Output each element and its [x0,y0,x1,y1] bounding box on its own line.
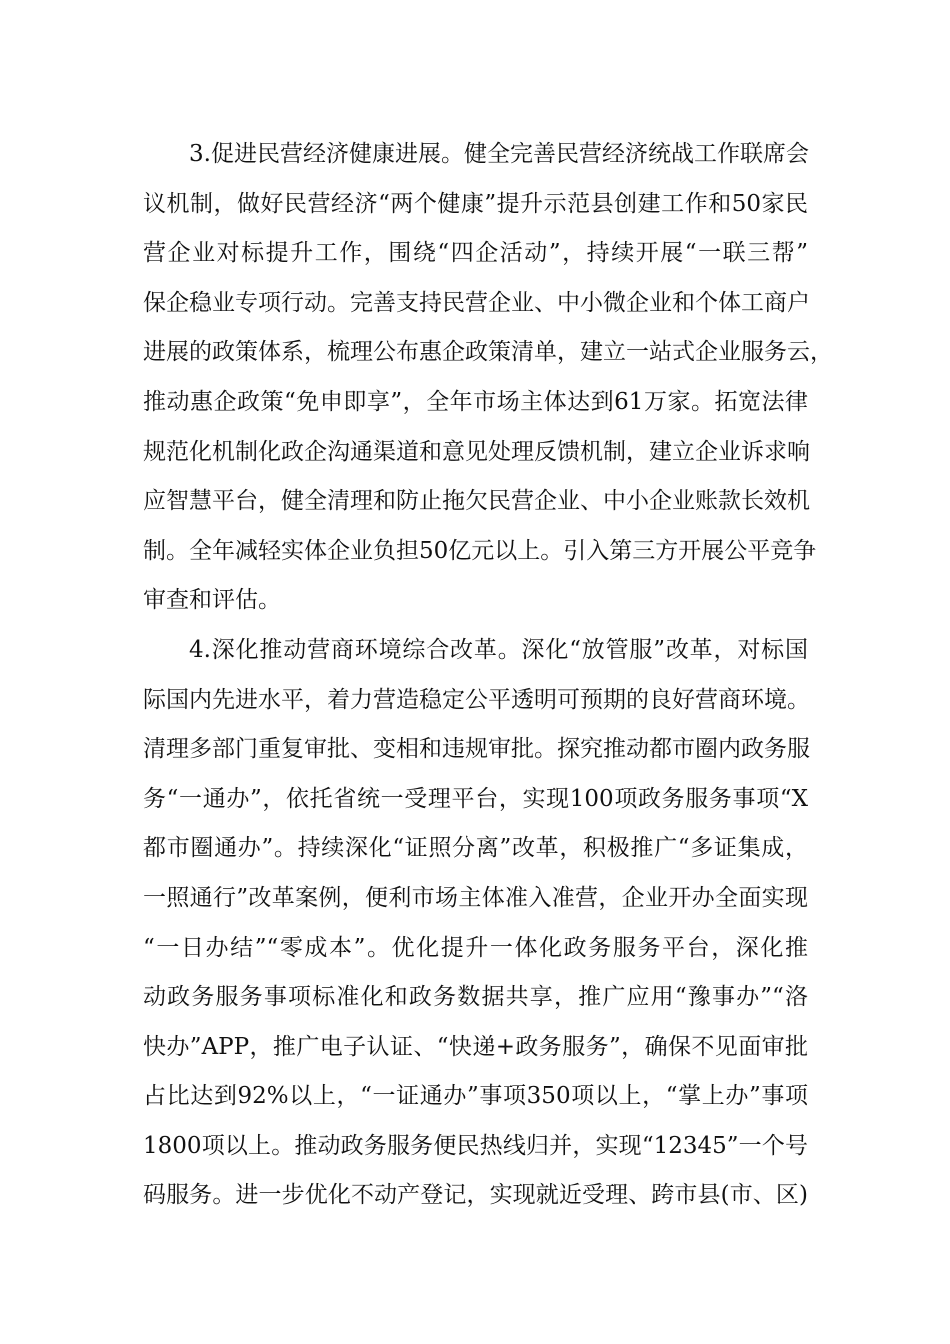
paragraph-line: “一日办结”“零成本”。优化提升一体化政务服务平台，深化推 [143,934,808,961]
paragraph-line: 动政务服务事项标准化和政务数据共享，推广应用“豫事办”“洛 [143,984,808,1011]
paragraph-line: 码服务。进一步优化不动产登记，实现就近受理、跨市县(市、区) [143,1182,808,1209]
paragraph-line: 营企业对标提升工作，围绕“四企活动”，持续开展“一联三帮” [143,240,808,267]
paragraph-private-economy [143,130,833,626]
paragraph-line: 1800项以上。推动政务服务便民热线归并，实现“12345”一个号 [143,1132,808,1159]
paragraph-line: 清理多部门重复审批、变相和违规审批。探究推动都市圈内政务服 [143,736,810,763]
paragraph-line: 审查和评估。 [143,587,281,614]
paragraph-line: 规范化机制化政企沟通渠道和意见处理反馈机制，建立企业诉求响 [143,438,810,465]
paragraph-line: 应智慧平台，健全清理和防止拖欠民营企业、中小企业账款长效机 [143,488,810,515]
paragraph-line: 都市圈通办”。持续深化“证照分离”改革，积极推广“多证集成， [143,835,808,862]
paragraph-line: 4.深化推动营商环境综合改革。深化“放管服”改革，对标国 [189,636,808,663]
paragraph-business-environment [143,626,808,1221]
paragraph-line: 3.促进民营经济健康进展。健全完善民营经济统战工作联席会 [189,141,809,167]
document-body [143,130,833,1221]
paragraph-line: 制。全年减轻实体企业负担50亿元以上。引入第三方开展公平竞争 [143,537,817,564]
paragraph-line: 际国内先进水平，着力营造稳定公平透明可预期的良好营商环境。 [143,686,810,713]
paragraph-line: 一照通行”改革案例，便利市场主体准入准营，企业开办全面实现 [143,884,808,911]
paragraph-line: 进展的政策体系，梳理公布惠企政策清单，建立一站式企业服务云， [143,339,833,366]
paragraph-line: 占比达到92%以上，“一证通办”事项350项以上，“掌上办”事项 [143,1083,808,1110]
paragraph-line: 保企稳业专项行动。完善支持民营企业、中小微企业和个体工商户 [143,289,810,316]
paragraph-line: 快办”APP，推广电子认证、“快递+政务服务”，确保不见面审批 [143,1033,808,1060]
paragraph-line: 务“一通办”，依托省统一受理平台，实现100项政务服务事项“X [143,785,808,812]
paragraph-line: 推动惠企政策“免申即享”，全年市场主体达到61万家。拓宽法律 [143,388,808,415]
paragraph-line: 议机制，做好民营经济“两个健康”提升示范县创建工作和50家民 [143,190,808,217]
